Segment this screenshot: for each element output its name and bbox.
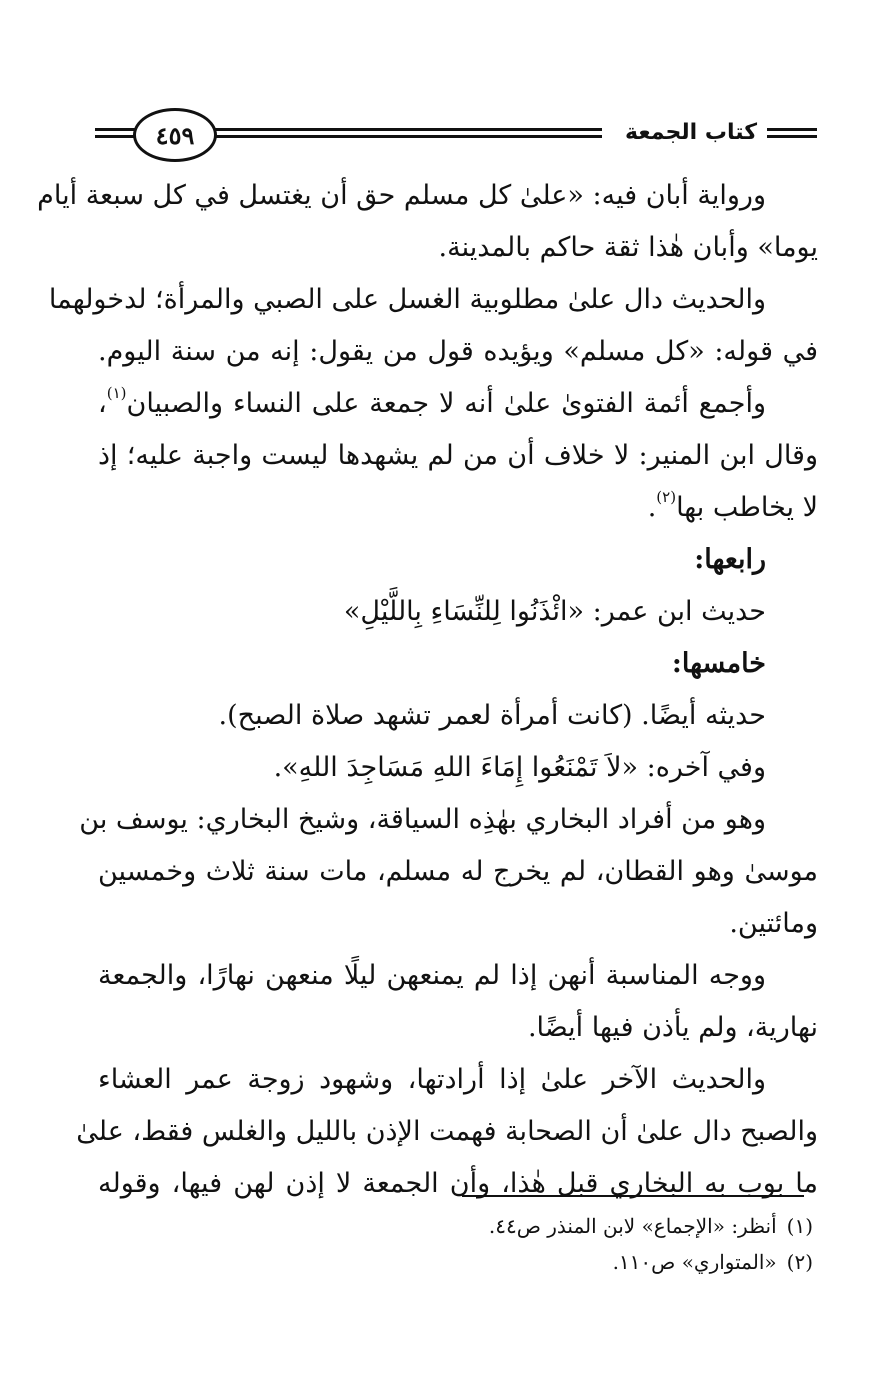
text-line-part: . <box>647 492 657 523</box>
text-line-part: وأجمع أئمة الفتوىٰ علىٰ أنه لا جمعة على النساء والصبيان <box>126 388 766 419</box>
footnote-text: «المتواري» ص١١٠. <box>612 1250 777 1274</box>
body-text <box>37 170 818 1210</box>
footnote-ref: (٢) <box>656 488 677 506</box>
footnote-number: (١) <box>786 1214 813 1238</box>
text-line: وفي آخره: «لاَ تَمْنَعُوا إِمَاءَ اللهِ مَسَاجِدَ اللهِ». <box>273 752 766 783</box>
footnote-number: (٢) <box>786 1250 813 1274</box>
text-line <box>98 482 818 534</box>
text-line: حديث ابن عمر: «ائْذَنُوا لِلنِّسَاءِ بِاللَّيْلِ» <box>343 596 766 627</box>
footnote-text: أنظر: «الإجماع» لابن المنذر ص٤٤. <box>488 1214 777 1238</box>
text-line: ومائتين. <box>729 908 818 939</box>
text-line: وهو من أفراد البخاري بهٰذِه السياقة، وشيخ البخاري: يوسف بن <box>79 804 766 835</box>
footnote-ref: (١) <box>106 384 127 402</box>
header-rule-middle <box>203 128 602 138</box>
page-number: ٤٥٩ <box>133 108 217 162</box>
text-line: نهارية، ولم يأذن فيها أيضًا. <box>527 1012 818 1043</box>
text-line: والحديث الآخر علىٰ إذا أرادتها، وشهود زوجة عمر العشاء <box>98 1064 766 1095</box>
text-line: في قوله: «كل مسلم» ويؤيده قول من يقول: إنه من سنة اليوم. <box>98 336 818 367</box>
text-line-part: لا يخاطب بها <box>676 492 818 523</box>
footnote <box>213 1208 813 1244</box>
text-line-part: ، <box>98 388 107 419</box>
text-line: يوما» وأبان هٰذا ثقة حاكم بالمدينة. <box>438 232 818 263</box>
text-line: ووجه المناسبة أنهن إذا لم يمنعهن ليلًا منعهن نهارًا، والجمعة <box>98 960 766 991</box>
text-line: ما بوب به البخاري قبل هٰذا، وأن الجمعة لا إذن لهن فيها، وقوله <box>98 1168 818 1199</box>
page-header <box>95 106 817 164</box>
text-line: والحديث دال علىٰ مطلوبية الغسل على الصبي والمرأة؛ لدخولهما <box>48 284 766 315</box>
chapter-title: كتاب الجمعة <box>625 120 757 145</box>
text-line: ورواية أبان فيه: «علىٰ كل مسلم حق أن يغتسل في كل سبعة أيام <box>37 180 766 211</box>
header-rule-right <box>767 128 817 138</box>
footnote-separator <box>462 1195 804 1197</box>
section-heading: خامسها: <box>671 648 766 679</box>
text-line: موسىٰ وهو القطان، لم يخرج له مسلم، مات سنة ثلاث وخمسين <box>98 856 818 887</box>
footnote <box>213 1244 813 1280</box>
section-heading: رابعها: <box>694 544 766 575</box>
text-line: وقال ابن المنير: لا خلاف أن من لم يشهدها ليست واجبة عليه؛ إذ <box>98 440 818 471</box>
text-line <box>98 378 818 430</box>
text-line: حديثه أيضًا. (كانت أمرأة لعمر تشهد صلاة الصبح). <box>218 700 766 731</box>
text-line: والصبح دال علىٰ أن الصحابة فهمت الإذن بالليل والغلس فقط، علىٰ <box>76 1116 818 1147</box>
footnotes <box>213 1208 813 1280</box>
